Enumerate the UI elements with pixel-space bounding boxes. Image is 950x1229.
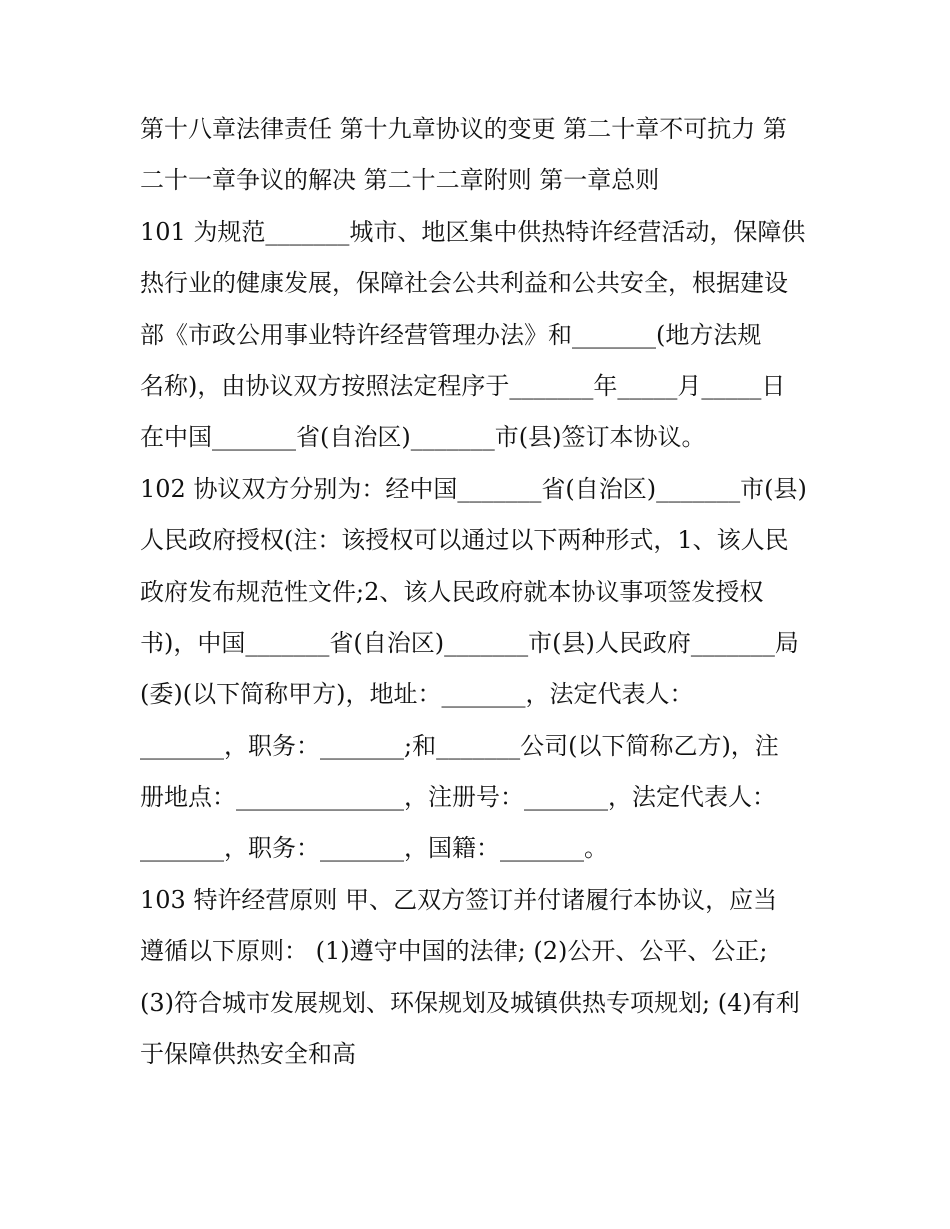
text-line: 人民政府授权(注：该授权可以通过以下两种形式，1、该人民 [140,526,789,555]
text-line: 102 协议双方分别为：经中国_______省(自治区)_______市(县) [140,474,807,503]
document-body [140,104,830,1080]
text-line: 在中国_______省(自治区)_______市(县)签订本协议。 [140,423,706,452]
text-line: 部《市政公用事业特许经营管理办法》和_______(地方法规 [140,320,762,349]
text-line: 遵循以下原则： (1)遵守中国的法律; (2)公开、公平、公正; [140,937,768,966]
text-line: 热行业的健康发展，保障社会公共利益和公共安全，根据建设 [140,269,788,298]
text-line: 名称)，由协议双方按照法定程序于_______年_____月_____日 [140,371,786,400]
text-line: 于保障供热安全和高 [140,1040,356,1069]
text-line: 二十一章争议的解决 第二十二章附则 第一章总则 [140,166,660,195]
text-line: (委)(以下简称甲方)，地址：_______，法定代表人： [140,680,694,709]
text-line: 书)，中国_______省(自治区)_______市(县)人民政府_______局 [140,628,799,657]
text-line: _______，职务：_______，国籍：_______。 [140,834,608,863]
text-line: 册地点：______________，注册号：_______，法定代表人： [140,783,776,812]
text-line: 政府发布规范性文件;2、该人民政府就本协议事项签发授权 [140,577,764,606]
text-line: 103 特许经营原则 甲、乙双方签订并付诸履行本协议，应当 [140,885,778,914]
text-line: 第十八章法律责任 第十九章协议的变更 第二十章不可抗力 第 [140,115,787,143]
text-line: (3)符合城市发展规划、环保规划及城镇供热专项规划; (4)有利 [140,988,800,1017]
text-line: 101 为规范_______城市、地区集中供热特许经营活动，保障供 [140,217,806,246]
text-line: _______，职务：_______;和_______公司(以下简称乙方)，注 [140,731,779,760]
